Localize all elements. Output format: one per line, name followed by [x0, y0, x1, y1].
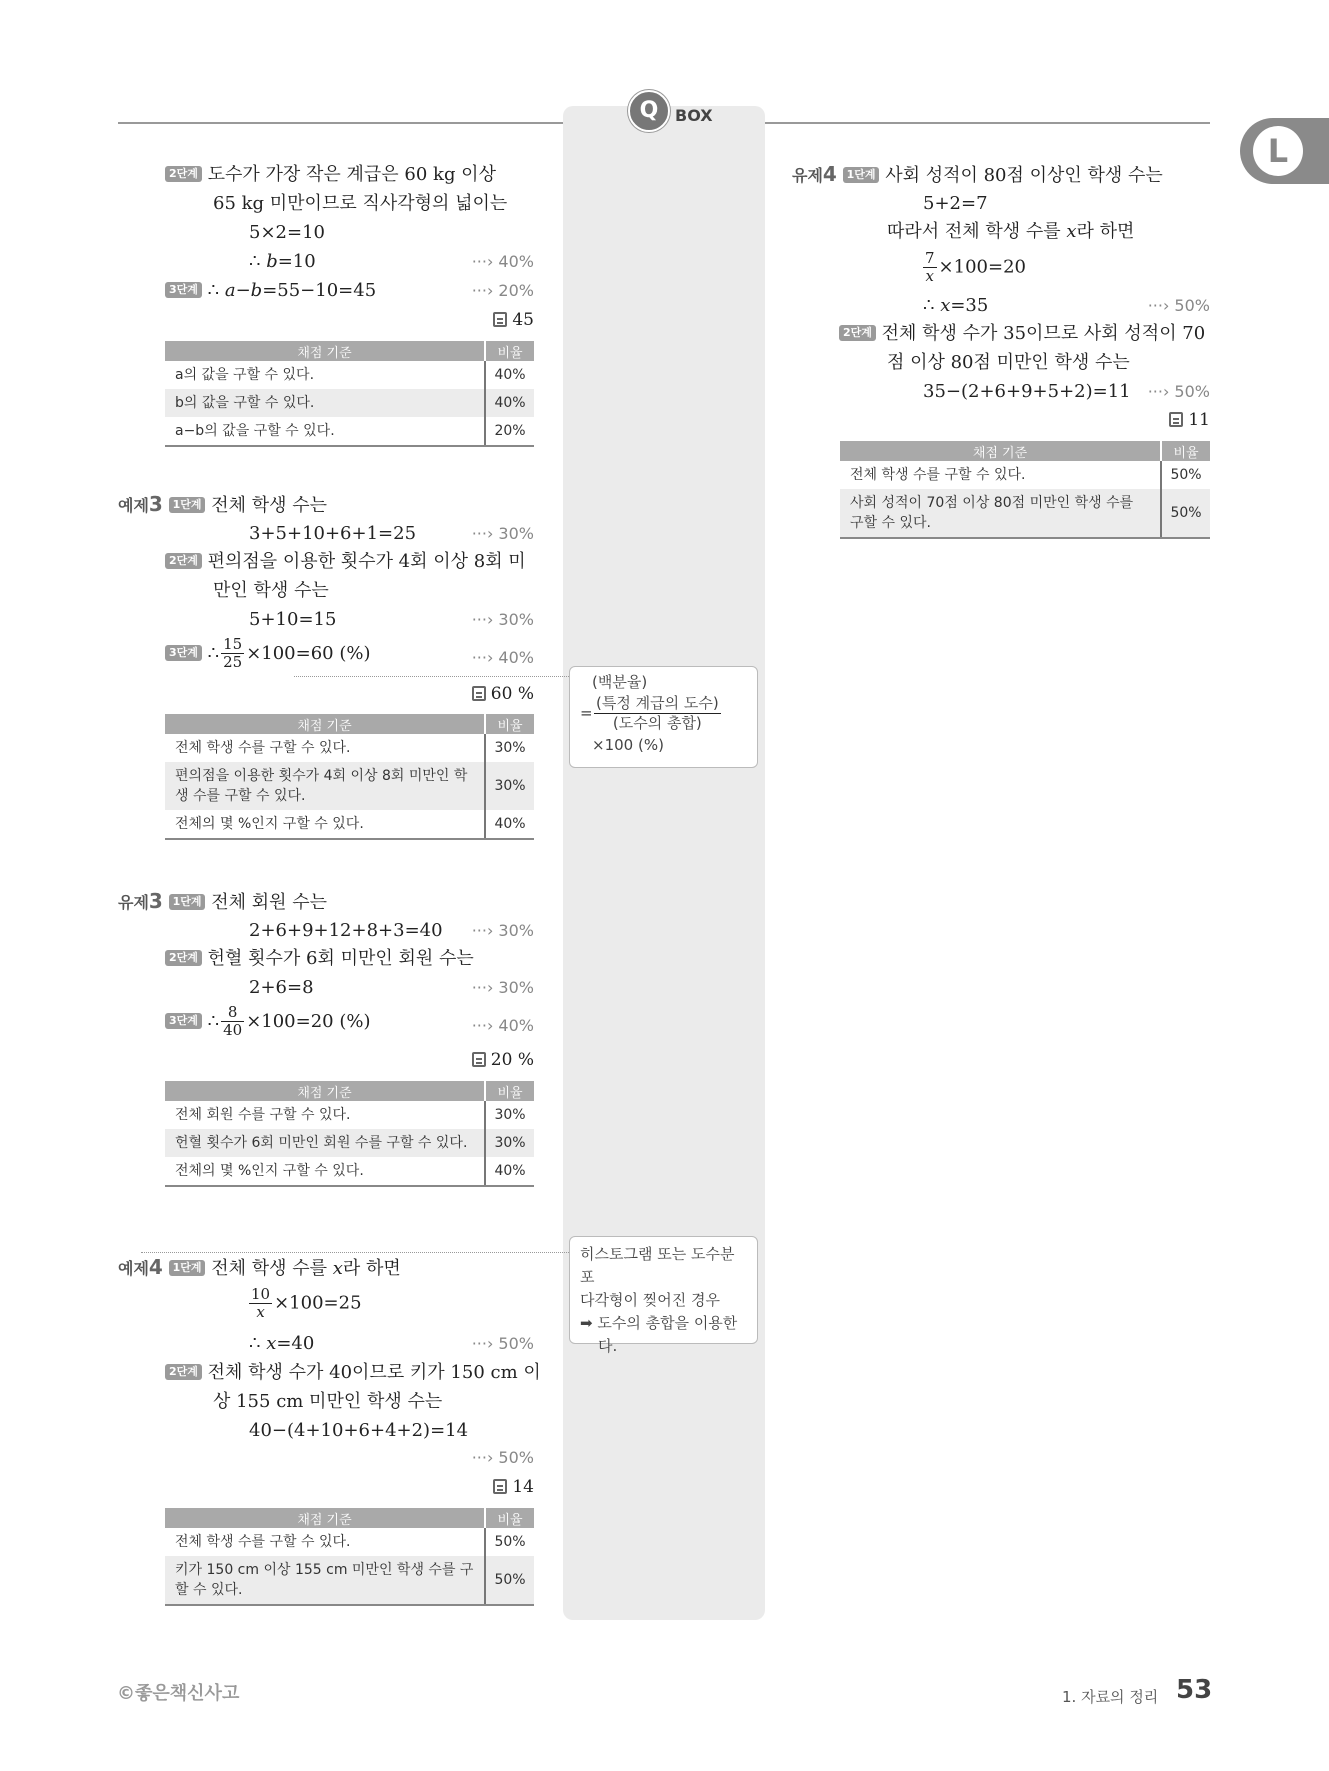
criteria-table [165, 714, 534, 840]
criteria-table [165, 1081, 534, 1187]
equation-line: ∴ a−b=55−10=45 [207, 280, 377, 301]
equation-line: ∴ x=35 [923, 295, 989, 316]
note-equals: = [580, 704, 593, 722]
note-torn-histogram [569, 1236, 758, 1355]
criteria-cell: 키가 150 cm 이상 155 cm 미만인 학생 수를 구할 수 있다. [165, 1556, 485, 1605]
criteria-cell: 전체 학생 수를 구할 수 있다. [175, 1534, 351, 1550]
note-line: 히스토그램 또는 도수분포 [580, 1245, 735, 1286]
note-percentage-formula [569, 666, 758, 768]
criteria-cell: a−b의 값을 구할 수 있다. [165, 417, 485, 446]
score-percent: ···› 40% [471, 252, 534, 271]
criteria-header: 채점 기준 [165, 1081, 485, 1101]
step-badge: 3단계 [165, 282, 202, 298]
score-percent: ···› 30% [471, 921, 534, 940]
answer: 60 % [472, 684, 534, 704]
ratio-cell: 50% [1161, 489, 1210, 538]
ratio-cell: 40% [485, 361, 534, 389]
note-fraction: (특정 계급의 도수) (도수의 총합) [596, 694, 719, 732]
equation-line: $\frac{7}{x}$ ×100=20 [925, 249, 1026, 285]
ratio-header: 비율 [485, 1081, 534, 1101]
criteria-cell: 전체 학생 수를 구할 수 있다. [850, 467, 1026, 483]
page-number: 53 [1176, 1675, 1213, 1705]
criteria-cell: b의 값을 구할 수 있다. [165, 389, 485, 417]
ratio-cell: 30% [485, 734, 534, 762]
step-badge: 3단계 [165, 1013, 202, 1029]
step-badge: 2단계 [165, 553, 202, 569]
answer: 20 % [472, 1050, 534, 1070]
equation-line: 5+2=7 [923, 193, 988, 214]
ratio-cell: 40% [485, 389, 534, 417]
criteria-cell: 전체 학생 수를 구할 수 있다. [175, 740, 351, 756]
step-badge: 2단계 [165, 950, 202, 966]
solution-line: 전체 학생 수를 x라 하면 [211, 1258, 401, 1279]
step-badge: 3단계 [165, 645, 202, 661]
problem-label: 예제3 [118, 492, 163, 516]
answer: 45 [493, 310, 534, 330]
equation-line: 35−(2+6+9+5+2)=11 [923, 381, 1131, 402]
note-line: ➡ 도수의 총합을 이용한 [580, 1314, 738, 1332]
ratio-cell: 40% [485, 1157, 534, 1186]
criteria-header: 채점 기준 [165, 1508, 485, 1528]
ratio-cell: 30% [485, 762, 534, 810]
solution-line: 상 155 cm 미만인 학생 수는 [213, 1391, 443, 1412]
score-percent: ···› 20% [471, 281, 534, 300]
score-percent: ···› 30% [471, 524, 534, 543]
step-badge: 2단계 [839, 325, 876, 341]
criteria-cell: a의 값을 구할 수 있다. [175, 367, 315, 383]
ratio-header: 비율 [485, 714, 534, 734]
example-3-block [118, 490, 534, 710]
solution-line: 전체 회원 수는 [211, 892, 327, 913]
fraction: $\frac{7}{x}$ [925, 249, 935, 285]
criteria-header: 채점 기준 [165, 714, 485, 734]
score-percent: ···› 30% [471, 978, 534, 997]
solution-line: 전체 학생 수는 [211, 495, 327, 516]
ratio-cell: 30% [485, 1129, 534, 1157]
criteria-cell: 헌혈 횟수가 6회 미만인 회원 수를 구할 수 있다. [165, 1129, 485, 1157]
ratio-cell: 40% [485, 810, 534, 839]
criteria-table [165, 1508, 534, 1606]
answer: 14 [493, 1477, 534, 1497]
equation-line: ∴ $\frac{8}{40}$ ×100=20 (%) [207, 1003, 371, 1039]
section-tab-letter: L [1253, 126, 1303, 176]
note-line: 다각형이 찢어진 경우 [580, 1291, 720, 1309]
equation-line: ∴ b=10 [249, 251, 316, 272]
chapter-title: 1. 자료의 정리 [1062, 1688, 1159, 1706]
solution-line: 만인 학생 수는 [213, 580, 329, 601]
fraction: $\frac{8}{40}$ [223, 1003, 243, 1039]
fraction: $\frac{10}{x}$ [251, 1285, 271, 1321]
note-line: ×100 (%) [592, 736, 664, 754]
score-percent: ···› 40% [471, 1016, 534, 1035]
exercise-4-block [792, 160, 1210, 440]
criteria-cell: 전체의 몇 %인지 구할 수 있다. [165, 1157, 485, 1186]
solution-line: 헌혈 횟수가 6회 미만인 회원 수는 [207, 948, 474, 969]
fraction: $\frac{15}{25}$ [223, 635, 243, 671]
equation-line: ∴ $\frac{15}{25}$ ×100=60 (%) [207, 635, 371, 671]
score-percent: ···› 50% [1147, 382, 1210, 401]
step-badge: 1단계 [169, 497, 206, 513]
solution-line: 전체 학생 수가 40이므로 키가 150 cm 이 [207, 1362, 541, 1383]
equation-line: 5×2=10 [249, 222, 325, 243]
criteria-cell: 편의점을 이용한 횟수가 4회 이상 8회 미만인 학생 수를 구할 수 있다. [165, 762, 485, 810]
ratio-cell: 20% [485, 417, 534, 446]
score-percent: ···› 50% [471, 1448, 534, 1467]
note-connector [294, 676, 569, 677]
ratio-header: 비율 [485, 341, 534, 361]
solution-line: 도수가 가장 작은 계급은 60 kg 이상 [207, 164, 496, 185]
step-badge: 2단계 [165, 166, 202, 182]
top-rule-right [765, 122, 1210, 124]
equation-line: ∴ x=40 [249, 1333, 315, 1354]
ratio-header: 비율 [1161, 441, 1210, 461]
exercise-3-block [118, 887, 534, 1087]
ratio-cell: 50% [485, 1528, 534, 1556]
criteria-header: 채점 기준 [840, 441, 1161, 461]
ratio-cell: 50% [485, 1556, 534, 1605]
score-percent: ···› 30% [471, 610, 534, 629]
equation-line: 2+6+9+12+8+3=40 [249, 920, 443, 941]
criteria-cell: 전체 회원 수를 구할 수 있다. [175, 1107, 351, 1123]
problem-label: 유제4 [792, 162, 837, 186]
solution-line: 65 kg 미만이므로 직사각형의 넓이는 [213, 193, 508, 214]
note-line: (백분율) [592, 673, 648, 691]
answer-icon [493, 312, 507, 327]
equation-line: 40−(4+10+6+4+2)=14 [249, 1420, 469, 1441]
ratio-cell: 30% [485, 1101, 534, 1129]
copyright: ©좋은책신사고 [117, 1683, 240, 1704]
top-rule-left [118, 122, 563, 124]
solution-line: 전체 학생 수가 35이므로 사회 성적이 70 [881, 323, 1206, 344]
score-percent: ···› 50% [471, 1334, 534, 1353]
ratio-cell: 50% [1161, 461, 1210, 489]
q-box-label: BOX [675, 106, 713, 125]
answer: 11 [1169, 410, 1210, 430]
score-percent: ···› 50% [1147, 296, 1210, 315]
solution-line: 따라서 전체 학생 수를 x라 하면 [887, 221, 1135, 242]
q-box-column [563, 106, 765, 1620]
note-connector [141, 1252, 569, 1253]
step-badge: 1단계 [169, 894, 206, 910]
equation-line: 3+5+10+6+1=25 [249, 523, 417, 544]
equation-line: 5+10=15 [249, 609, 337, 630]
answer-icon [472, 1052, 486, 1067]
problem-label: 예제4 [118, 1255, 163, 1279]
step-badge: 1단계 [843, 167, 880, 183]
example-4-block [118, 1253, 541, 1503]
criteria-table [165, 341, 534, 447]
step-badge: 1단계 [169, 1260, 206, 1276]
criteria-cell: 사회 성적이 70점 이상 80점 미만인 학생 수를 구할 수 있다. [840, 489, 1161, 538]
criteria-cell: 전체의 몇 %인지 구할 수 있다. [165, 810, 485, 839]
solution-line: 편의점을 이용한 횟수가 4회 이상 8회 미 [207, 551, 526, 572]
equation-line: 2+6=8 [249, 977, 314, 998]
criteria-table [840, 441, 1210, 539]
answer-icon [472, 686, 486, 701]
answer-icon [1169, 412, 1183, 427]
q-box-icon: Q [628, 90, 670, 132]
ratio-header: 비율 [485, 1508, 534, 1528]
solution-line: 사회 성적이 80점 이상인 학생 수는 [885, 165, 1163, 186]
step-badge: 2단계 [165, 1364, 202, 1380]
criteria-header: 채점 기준 [165, 341, 485, 361]
answer-icon [493, 1479, 507, 1494]
problem-label: 유제3 [118, 889, 163, 913]
solution-line: 점 이상 80점 미만인 학생 수는 [887, 352, 1130, 373]
equation-line: $\frac{10}{x}$ ×100=25 [251, 1285, 362, 1321]
note-line: 다. [598, 1337, 618, 1355]
score-percent: ···› 40% [471, 648, 534, 667]
